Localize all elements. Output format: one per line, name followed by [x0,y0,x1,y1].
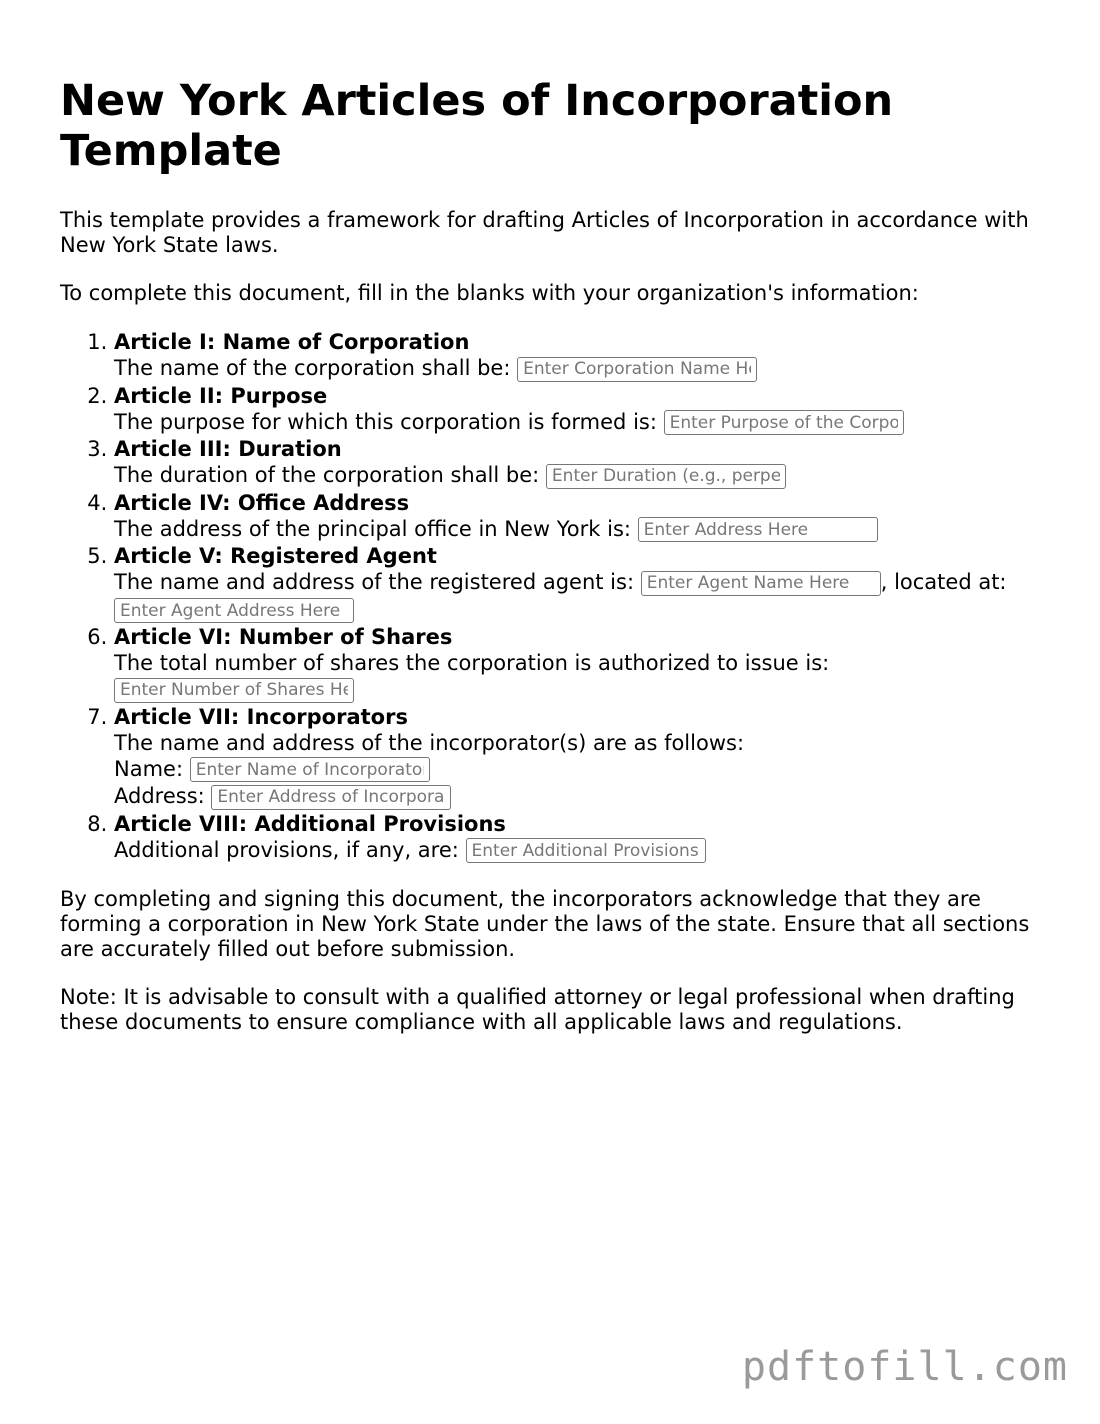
article-1-line [114,355,1050,383]
page-title: New York Articles of Incorporation Template [60,76,894,176]
incorporator-name-label: Name: [114,756,184,781]
article-4-text: The address of the principal office in New York is: [114,516,631,541]
article-8-line [114,837,1050,865]
agent-name-input[interactable] [641,571,881,596]
closing-paragraph: By completing and signing this document, the incorporators acknowledge that they are forming a corporation in New York State under the laws of the state. Ensure that all sections are accurately filled out before submission. [60,887,1030,961]
incorporator-name-line [114,756,1050,784]
office-address-input[interactable] [638,517,878,542]
article-7-text: The name and address of the incorporator(s) are as follows: [114,730,745,755]
article-6-text: The total number of shares the corporation is authorized to issue is: [114,651,830,675]
article-6-line [114,650,1050,704]
agent-address-input[interactable] [114,598,354,623]
article-3-line [114,462,1050,490]
article-8 [114,811,1050,865]
intro-paragraph: This template provides a framework for drafting Articles of Incorporation in accordance with New York State laws. [60,208,1029,257]
article-5-title: Article V: Registered Agent [114,544,437,568]
purpose-input[interactable] [664,410,904,435]
article-1-text: The name of the corporation shall be: [114,356,511,380]
incorporator-address-label: Address: [114,784,205,808]
note-paragraph: Note: It is advisable to consult with a qualified attorney or legal professional when drafting these documents to ensure compliance with all applicable laws and regulations. [60,985,1015,1034]
article-5 [114,543,1050,624]
article-3-title: Article III: Duration [114,437,342,461]
article-5-text: The name and address of the registered agent is: [114,570,635,594]
article-6 [114,624,1050,704]
article-2-title: Article II: Purpose [114,383,328,408]
additional-provisions-input[interactable] [466,838,706,863]
number-of-shares-input[interactable] [114,678,354,703]
article-3-text: The duration of the corporation shall be: [114,463,540,487]
article-2-line [114,409,1050,437]
article-8-text: Additional provisions, if any, are: [114,837,459,862]
incorporator-name-input[interactable] [190,757,430,782]
duration-input[interactable] [546,464,786,489]
article-5-line [114,569,1050,624]
article-4-title: Article IV: Office Address [114,490,410,515]
article-6-title: Article VI: Number of Shares [114,625,453,649]
instruction-paragraph: To complete this document, fill in the blanks with your organization's information: [60,281,919,305]
article-1 [114,329,1050,383]
article-8-title: Article VIII: Additional Provisions [114,811,506,836]
article-4 [114,490,1050,544]
incorporator-address-line [114,783,1050,811]
article-1-title: Article I: Name of Corporation [114,330,470,354]
article-7 [114,704,1050,811]
corporation-name-input[interactable] [517,357,757,382]
article-3 [114,436,1050,490]
article-2 [114,383,1050,437]
document-page [60,76,1050,1058]
articles-list [60,329,1050,864]
article-4-line [114,516,1050,544]
watermark-text: pdftofill.com [741,1344,1068,1390]
article-2-text: The purpose for which this corporation is formed is: [114,409,657,434]
located-at-text: , located at: [880,570,1007,594]
incorporator-address-input[interactable] [211,785,451,810]
article-7-title: Article VII: Incorporators [114,704,408,729]
